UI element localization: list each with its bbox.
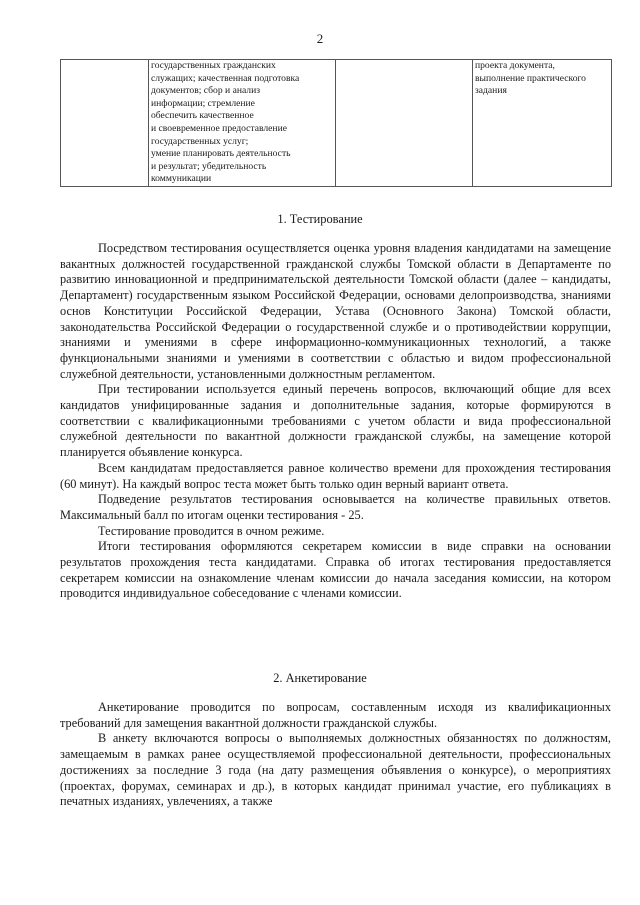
paragraph: Посредством тестирования осуществляется оценка уровня владения кандидатами на замещение вакантных должностей государственной гражданской службы Томской области в Департаменте по развитию инновационной и предпринимательской деятельности Томской области (далее – кандидаты, Департамент) государственным языком Российской Федерации, основами делопроизводства, знаниями основ Конституции Российской Федерации, Устава (Основного Закона) Томской области, законодательства Российской Федерации о государственной службе и о противодействии коррупции, знаниями и умениями в сфере информационно-коммуникационных технологий, а также функциональными знаниями и умениями в соответствии с областью и видом профессиональной служебной деятельности, установленными должностным регламентом. [60, 241, 611, 381]
table-cell-2 [149, 60, 336, 187]
cell-line: коммуникации [151, 173, 212, 185]
cell-line: документов; сбор и анализ [151, 85, 261, 97]
cell-line: государственных услуг; [151, 135, 249, 147]
cell-line: проекта документа, [475, 60, 555, 71]
paragraph: Всем кандидатам предоставляется равное количество времени для прохождения тестирования (60 минут). На каждый вопрос теста может быть только один верный вариант ответа. [60, 460, 611, 491]
paragraph: В анкету включаются вопросы о выполняемых должностных обязанностях по должностям, замещаемым в рамках ранее осуществляемой профессиональной деятельности, профессиональных достижениях за последние 3 года (на дату размещения объявления о конкурсе), о мероприятиях (проектах, форумах, семинарах и др.), в которых кандидат принимал участие, его публикациях в печатных изданиях, увлечениях, а также [60, 731, 611, 809]
paragraph: Подведение результатов тестирования основывается на количестве правильных ответов. Максимальный балл по итогам оценки тестирования - 25. [60, 492, 611, 522]
section-body-questionnaire [60, 700, 611, 810]
page-number: 2 [316, 31, 324, 46]
cell-line: государственных гражданских [151, 60, 276, 71]
section-body-testing [60, 241, 611, 602]
cell-line: служащих; качественная подготовка [151, 72, 300, 84]
table-cell-1 [61, 60, 149, 187]
cell-line: задания [475, 85, 507, 97]
table-cell-4 [473, 60, 612, 187]
requirements-table [60, 59, 612, 187]
paragraph: При тестировании используется единый перечень вопросов, включающий общие для всех кандидатов унифицированные задания и дополнительные задания, которые формируются в соответствии с квалификационными требованиями с учетом области и вида профессиональной служебной деятельности по вакантной должности гражданской службы, на замещение которой планируется объявление конкурса. [60, 382, 611, 460]
section-heading-testing: 1. Тестирование [277, 212, 363, 226]
cell-line: обеспечить качественное [151, 110, 254, 122]
cell-line: и своевременное предоставление [151, 122, 287, 134]
cell-line: информации; стремление [151, 97, 255, 109]
table-row [61, 60, 612, 187]
paragraph: Анкетирование проводится по вопросам, составленным исходя из квалификационных требований для замещения вакантной должности гражданской службы. [60, 700, 611, 730]
paragraph: Итоги тестирования оформляются секретарем комиссии в виде справки на основании результатов прохождения теста кандидатами. Справка об итогах тестирования предоставляется секретарем комиссии на ознакомление членам комиссии до начала заседания комиссии, на котором проводится индивидуальное собеседование с членами комиссии. [60, 539, 611, 601]
cell-line: умение планировать деятельность [151, 148, 291, 160]
cell-line: и результат; убедительность [151, 160, 267, 172]
table-cell-3 [336, 60, 473, 187]
cell-line: выполнение практического [475, 72, 586, 84]
paragraph: Тестирование проводится в очном режиме. [98, 523, 325, 538]
section-heading-questionnaire: 2. Анкетирование [273, 671, 367, 685]
